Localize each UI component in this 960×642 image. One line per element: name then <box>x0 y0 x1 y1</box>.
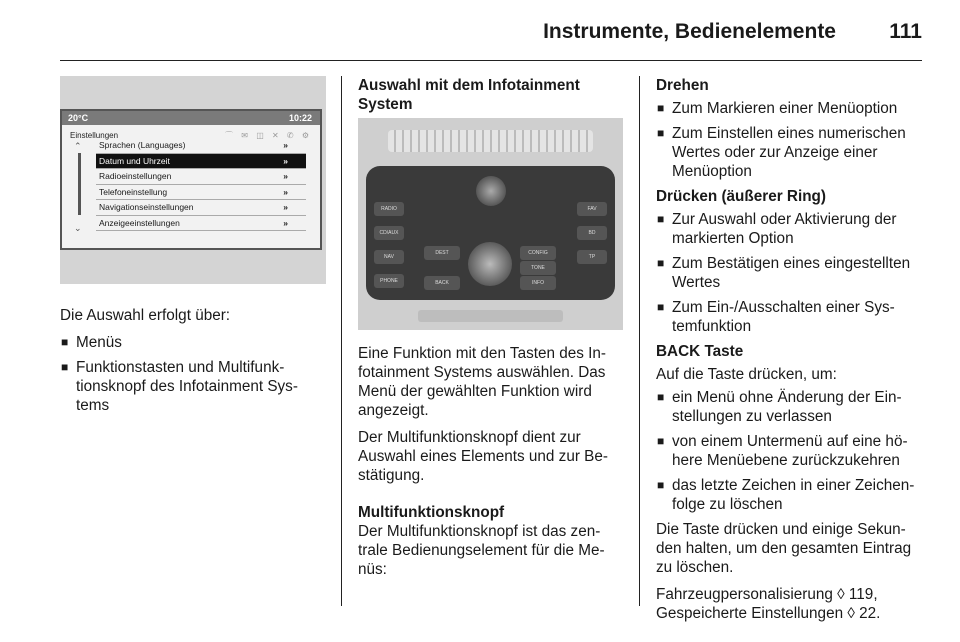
list-item: ■ Zum Ein-/Ausschalten einer Sys-temfunktion <box>656 298 924 336</box>
control-panel-photo <box>358 118 623 330</box>
paragraph: Der Multifunktionsknopf ist das zen-trale Bedienungselement für die Me-nüs: <box>358 523 605 578</box>
drehen-list <box>656 99 924 181</box>
settings-menu-item <box>96 200 306 216</box>
list-item: ■ Menüs <box>60 333 326 352</box>
column-divider <box>341 76 342 606</box>
settings-menu-list <box>96 138 306 231</box>
list-item: ■ Zum Markieren einer Menüoption <box>656 99 924 118</box>
temperature: 20°C <box>68 113 89 123</box>
phone-button: PHONE <box>374 274 404 288</box>
heading-druecken: Drücken (äußerer Ring) <box>656 188 826 205</box>
scroll-up-icon: ⌃ <box>74 141 82 151</box>
dest-button: DEST <box>424 246 460 260</box>
chevron-right-icon: » <box>283 186 288 197</box>
list-item: ■ Zum Einstellen eines numerischen Wertes oder zur Anzeige einer Menüoption <box>656 124 924 181</box>
tp-button: TP <box>577 250 607 264</box>
config-button: CONFIG <box>520 246 556 260</box>
panel-trim <box>418 310 563 322</box>
chevron-right-icon: » <box>283 202 288 212</box>
selection-methods-list <box>60 333 326 415</box>
settings-screen-photo <box>60 76 326 284</box>
back-intro: Auf die Taste drücken, um: <box>656 366 837 383</box>
heading-back: BACK Taste <box>656 343 744 360</box>
bd-button: BD <box>577 226 607 240</box>
chevron-right-icon: » <box>283 155 288 166</box>
radio-button: RADIO <box>374 202 404 216</box>
settings-menu-item <box>96 138 306 154</box>
chevron-right-icon: » <box>283 140 288 150</box>
settings-menu-item <box>96 154 306 170</box>
settings-menu-label: Radioeinstellungen <box>99 171 172 181</box>
list-item: ■ Zum Bestätigen eines eingestellten Wertes <box>656 254 924 292</box>
list-item: ■ Zur Auswahl oder Aktivierung der markierten Option <box>656 210 924 248</box>
settings-menu-label: Anzeigeeinstellungen <box>99 217 180 228</box>
back-button: BACK <box>424 276 460 290</box>
list-item: ■ Funktionstasten und Multifunk-tionsknopf des Infotainment Sys-tems <box>60 358 326 415</box>
scrollbar <box>78 153 81 215</box>
scroll-down-icon: ⌄ <box>74 223 82 233</box>
settings-menu-label: Sprachen (Languages) <box>99 140 186 150</box>
settings-menu-label: Datum und Uhrzeit <box>99 155 170 166</box>
paragraph: Der Multifunktionsknopf dient zur Auswahl eines Elements und zur Be-stätigung. <box>358 429 608 484</box>
infotainment-screen <box>60 109 322 250</box>
settings-menu-label: Navigationseinstellungen <box>99 202 194 212</box>
page-title: Instrumente, Bedienelemente <box>543 20 836 43</box>
section-heading: Auswahl mit dem Infotainment System <box>358 77 580 113</box>
settings-menu-item <box>96 185 306 201</box>
info-button: INFO <box>520 276 556 290</box>
paragraph: Eine Funktion mit den Tasten des In-fotainment Systems auswählen. Das Menü der gewählten Funktion wird angezeigt. <box>358 345 607 419</box>
chevron-right-icon: » <box>283 217 288 228</box>
multifunction-knob-icon <box>468 242 512 286</box>
chevron-right-icon: » <box>283 171 288 181</box>
sub-heading: Multifunktionsknopf <box>358 504 505 521</box>
cross-reference[interactable]: Fahrzeugpersonalisierung ◊ 119, <box>656 586 878 603</box>
cd-aux-button: CD/AUX <box>374 226 404 240</box>
volume-knob-icon <box>476 176 506 206</box>
back-list <box>656 388 924 514</box>
list-item: ■ das letzte Zeichen in einer Zeichen-folge zu löschen <box>656 476 924 514</box>
list-item: ■ von einem Untermenü auf eine hö-here Menüebene zurückzukehren <box>656 432 924 470</box>
status-icons: ⌒ ✉ ◫ ✕ ✆ ⚙ <box>225 131 312 140</box>
cross-reference[interactable]: Gespeicherte Einstellungen ◊ 22. <box>656 605 881 622</box>
druecken-list <box>656 210 924 336</box>
list-item: ■ ein Menü ohne Änderung der Ein-stellungen zu verlassen <box>656 388 924 426</box>
screen-heading: Einstellungen <box>70 131 119 140</box>
settings-menu-item <box>96 169 306 185</box>
page-header <box>60 14 922 61</box>
column-1 <box>60 76 326 421</box>
intro-text: Die Auswahl erfolgt über: <box>60 307 231 324</box>
nav-button: NAV <box>374 250 404 264</box>
column-divider <box>639 76 640 606</box>
air-vent <box>388 130 593 152</box>
clock: 10:22 <box>288 113 312 123</box>
column-3 <box>656 76 924 623</box>
heading-drehen: Drehen <box>656 77 709 94</box>
fav-button: FAV <box>577 202 607 216</box>
paragraph: Die Taste drücken und einige Sekun-den halten, um den gesamten Eintrag zu löschen. <box>656 521 912 576</box>
settings-menu-label: Telefoneinstellung <box>99 186 168 197</box>
settings-menu-item <box>96 216 306 232</box>
column-2 <box>358 76 623 587</box>
tone-button: TONE <box>520 261 556 275</box>
page-number: 111 <box>889 20 922 43</box>
screen-status-bar <box>62 111 320 125</box>
